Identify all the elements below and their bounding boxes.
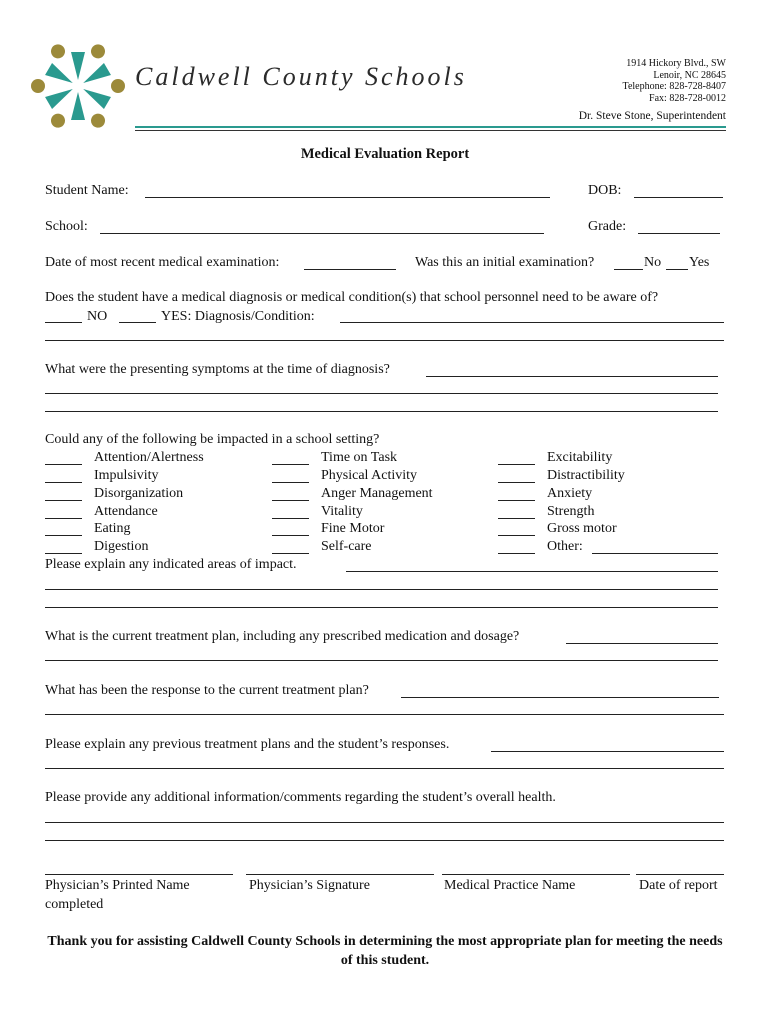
impact-option-digestion: Digestion (94, 539, 149, 554)
header-rule-dark (135, 130, 726, 131)
impact-option-distractibility: Distractibility (547, 468, 625, 483)
printed-name-label: Physician’s Printed Name (45, 878, 190, 893)
impact-option-eating: Eating (94, 521, 131, 536)
student-name-field[interactable] (145, 197, 550, 198)
dob-field[interactable] (634, 197, 723, 198)
impact-option-self-care: Self-care (321, 539, 372, 554)
impact-option-strength: Strength (547, 504, 595, 519)
fax: Fax: 828-728-0012 (649, 92, 726, 104)
explain-impact-label: Please explain any indicated areas of impact. (45, 557, 297, 572)
practice-name-label: Medical Practice Name (444, 878, 576, 893)
impact-check-2-3[interactable] (272, 500, 309, 501)
additional-info-field-line-1[interactable] (45, 822, 724, 823)
impact-check-2-5[interactable] (272, 535, 309, 536)
impact-check-1-1[interactable] (45, 464, 82, 465)
initial-exam-label: Was this an initial examination? (415, 255, 595, 270)
response-field-line-2[interactable] (45, 714, 724, 715)
impact-option-impulsivity: Impulsivity (94, 468, 159, 483)
thank-you-note: Thank you for assisting Caldwell County Schools in determining the most appropriate plan for meeting the needs of this student. (47, 934, 723, 968)
signature-field[interactable] (246, 874, 434, 875)
response-field[interactable] (401, 697, 719, 698)
impact-check-1-5[interactable] (45, 535, 82, 536)
dob-label: DOB: (588, 183, 622, 198)
impact-option-anxiety: Anxiety (547, 486, 593, 501)
impact-question: Could any of the following be impacted in a school setting? (45, 432, 380, 447)
initial-exam-yes-label: Yes (689, 255, 710, 270)
symptoms-field[interactable] (426, 376, 718, 377)
treatment-plan-field-line-2[interactable] (45, 660, 718, 661)
diagnosis-no-label: NO (87, 309, 108, 324)
previous-plans-field[interactable] (491, 751, 724, 752)
impact-option-attention: Attention/Alertness (94, 450, 204, 465)
address-block (623, 58, 726, 104)
impact-option-fine-motor: Fine Motor (321, 521, 385, 536)
impact-option-vitality: Vitality (321, 504, 363, 519)
additional-info-field-line-2[interactable] (45, 840, 724, 841)
exam-date-field[interactable] (304, 269, 396, 270)
address-line-2: Lenoir, NC 28645 (653, 69, 726, 81)
grade-label: Grade: (588, 219, 627, 234)
form-title: Medical Evaluation Report (300, 146, 470, 162)
impact-check-2-6[interactable] (272, 553, 309, 554)
impact-check-3-2[interactable] (498, 482, 535, 483)
report-date-label: Date of report (639, 878, 718, 893)
impact-check-1-6[interactable] (45, 553, 82, 554)
impact-check-1-3[interactable] (45, 500, 82, 501)
address-line-1: 1914 Hickory Blvd., SW (626, 58, 726, 69)
explain-impact-field-line-3[interactable] (45, 607, 718, 608)
impact-option-gross-motor: Gross motor (547, 521, 617, 536)
impact-check-3-6[interactable] (498, 553, 535, 554)
header-rule-teal (135, 126, 726, 128)
additional-info-question: Please provide any additional information/comments regarding the student’s overall health. (45, 790, 556, 805)
impact-option-time-on-task: Time on Task (321, 450, 398, 465)
exam-date-label: Date of most recent medical examination: (45, 255, 280, 270)
treatment-plan-question: What is the current treatment plan, including any prescribed medication and dosage? (45, 629, 520, 644)
impact-option-attendance: Attendance (94, 504, 158, 519)
telephone: Telephone: 828-728-8407 (622, 81, 726, 92)
response-question: What has been the response to the current treatment plan? (45, 683, 369, 698)
grade-field[interactable] (638, 233, 720, 234)
completed-label: completed (45, 897, 104, 912)
org-name: Caldwell County Schools (135, 62, 467, 91)
impact-check-3-4[interactable] (498, 518, 535, 519)
impact-check-3-3[interactable] (498, 500, 535, 501)
symptoms-field-line-3[interactable] (45, 411, 718, 412)
treatment-plan-field[interactable] (566, 643, 718, 644)
impact-option-disorganization: Disorganization (94, 486, 184, 501)
impact-other-field[interactable] (592, 553, 718, 554)
impact-check-1-4[interactable] (45, 518, 82, 519)
report-date-field[interactable] (636, 874, 724, 875)
printed-name-field[interactable] (45, 874, 233, 875)
diagnosis-no-blank[interactable] (45, 322, 82, 323)
initial-exam-yes-blank[interactable] (666, 269, 688, 270)
impact-check-2-2[interactable] (272, 482, 309, 483)
diagnosis-field-line-2[interactable] (45, 340, 724, 341)
diagnosis-question: Does the student have a medical diagnosis or medical condition(s) that school personnel need to be aware of? (45, 290, 659, 305)
diagnosis-field[interactable] (340, 322, 724, 323)
school-label: School: (45, 219, 88, 234)
impact-check-1-2[interactable] (45, 482, 82, 483)
impact-check-3-1[interactable] (498, 464, 535, 465)
impact-option-other: Other: (547, 539, 583, 554)
symptoms-field-line-2[interactable] (45, 393, 718, 394)
star-flower-logo-icon (28, 36, 128, 132)
impact-option-anger-management: Anger Management (321, 486, 433, 501)
initial-exam-no-blank[interactable] (614, 269, 643, 270)
diagnosis-yes-blank[interactable] (119, 322, 156, 323)
previous-plans-question: Please explain any previous treatment plans and the student’s responses. (45, 737, 450, 752)
impact-check-3-5[interactable] (498, 535, 535, 536)
signature-label: Physician’s Signature (249, 878, 370, 893)
previous-plans-field-line-2[interactable] (45, 768, 724, 769)
symptoms-question: What were the presenting symptoms at the time of diagnosis? (45, 362, 390, 377)
impact-option-excitability: Excitability (547, 450, 613, 465)
superintendent: Dr. Steve Stone, Superintendent (578, 110, 726, 122)
explain-impact-field-line-2[interactable] (45, 589, 718, 590)
impact-option-physical-activity: Physical Activity (321, 468, 418, 483)
initial-exam-no-label: No (644, 255, 662, 270)
student-name-label: Student Name: (45, 183, 129, 198)
diagnosis-yes-label: YES: Diagnosis/Condition: (161, 309, 315, 324)
impact-check-2-1[interactable] (272, 464, 309, 465)
practice-name-field[interactable] (442, 874, 630, 875)
explain-impact-field[interactable] (346, 571, 718, 572)
impact-check-2-4[interactable] (272, 518, 309, 519)
school-field[interactable] (100, 233, 544, 234)
